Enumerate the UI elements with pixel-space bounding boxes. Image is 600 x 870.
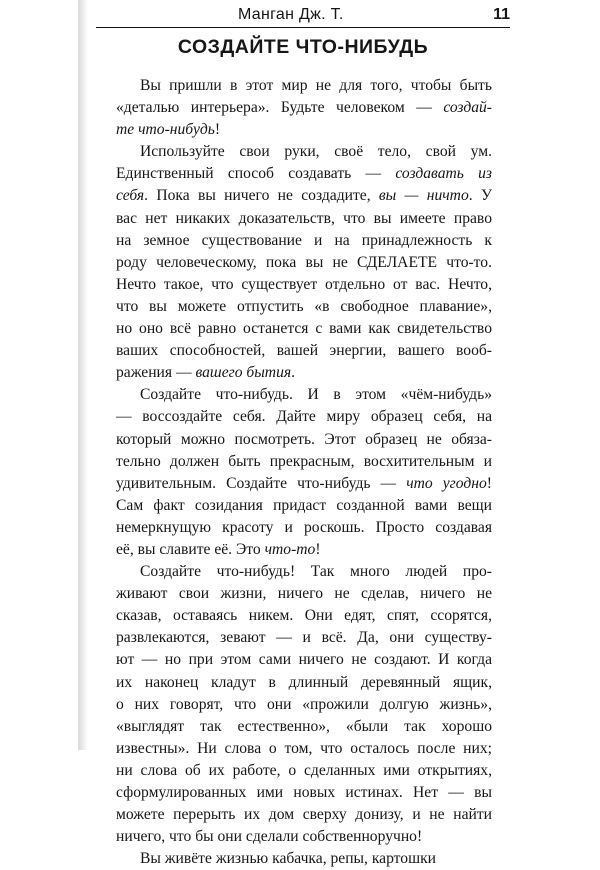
page-binding-shadow (78, 0, 88, 750)
emphasis-text: вашего бытия (195, 364, 292, 382)
header-author: Манган Дж. Т. (238, 6, 344, 23)
text-line: сказав, оставаясь никем. Они едят, спят, ссорятся, (116, 607, 492, 625)
text-line: ваших способностей, вашей энергии, вашего вооб- (116, 342, 492, 360)
text-line: себя. Пока вы ничего не создадите, вы — ничто. У (116, 187, 492, 205)
text-line: те что-нибудь! (116, 121, 221, 139)
emphasis-text: те что-нибудь (116, 121, 215, 139)
chapter-title: СОЗДАЙТЕ ЧТО-НИБУДЬ (177, 36, 429, 58)
text-line: о них говорят, что они «прожили долгую жизнь», (116, 695, 492, 713)
text-line: Сам факт созидания придаст созданной вами вещи (116, 496, 492, 514)
text-line: удивительным. Создайте что-нибудь — что угодно! (116, 474, 492, 492)
text-line: Создайте что-нибудь! Так много людей про- (140, 563, 492, 581)
text-line: — воссоздайте себя. Дайте миру образец себя, на (116, 408, 492, 426)
text-line: роду человеческому, пока вы не СДЕЛАЕТЕ что-то. (116, 253, 492, 271)
emphasis-text: создавать из (395, 165, 492, 183)
page-number: 11 (493, 6, 510, 23)
text-line: немеркнущую красоту и роскошь. Просто создавая (116, 518, 492, 536)
text-line: «деталью интерьера». Будьте человеком — создай- (116, 99, 492, 117)
text-line: Используйте свои руки, своё тело, свой ум. (140, 143, 492, 161)
text-line: но оно всё равно останется с вами как свидетельство (116, 320, 492, 338)
header-rule (96, 27, 510, 28)
emphasis-text: создай- (443, 99, 492, 117)
emphasis-text: себя (116, 187, 145, 205)
text-line: их наконец кладут в длинный деревянный ящик, (116, 673, 492, 691)
text-line: ражения — вашего бытия. (116, 364, 296, 382)
text-line: Вы пришли в этот мир не для того, чтобы быть (140, 77, 492, 94)
text-line: ни слова об их работе, о сделанных ими открытиях, (116, 761, 492, 779)
text-line: развлекаются, зевают — и всё. Да, они существу- (116, 629, 492, 647)
text-line: вас нет никаких доказательств, что вы имеете право (116, 209, 492, 227)
text-line: живают свои жизни, ничего не сделав, ничего не (116, 585, 492, 603)
text-line: Создайте что-нибудь. И в этом «чём-нибудь» (140, 386, 492, 404)
emphasis-text: что-то (264, 540, 316, 558)
body-text (116, 75, 492, 870)
text-line: на земное существование и на принадлежность к (116, 231, 492, 249)
text-line: ют — но при этом сами ничего не создают. И когда (116, 651, 492, 669)
emphasis-text: что угодно (406, 474, 487, 492)
text-line: Нечто такое, что существует отдельно от вас. Нечто, (116, 275, 492, 293)
text-line: Вы живёте жизнью кабачка, репы, картошки (140, 850, 437, 868)
text-line: её, вы славите её. Это что-то! (116, 540, 321, 558)
text-line: что вы можете отпустить «в свободное плавание», (116, 297, 492, 315)
text-line: ничего, что бы они сделали собственноручно! (116, 828, 423, 846)
running-header (96, 6, 510, 28)
text-line: который можно посмотреть. Этот образец не обяза- (116, 430, 492, 448)
text-line: известны». Ни слова о том, что осталось после них; (116, 739, 492, 757)
text-line: Единственный способ создавать — создавать из (116, 165, 492, 183)
text-line: тельно должен быть прекрасным, восхитительным и (116, 452, 492, 470)
text-line: можете перерыть их дом сверху донизу, и не найти (116, 806, 492, 824)
emphasis-text: вы — ничто (378, 187, 469, 205)
text-line: «выглядят так естественно», «были так хорошо (116, 717, 492, 735)
text-line: сформулированных ими новых истинах. Нет — вы (116, 784, 492, 801)
